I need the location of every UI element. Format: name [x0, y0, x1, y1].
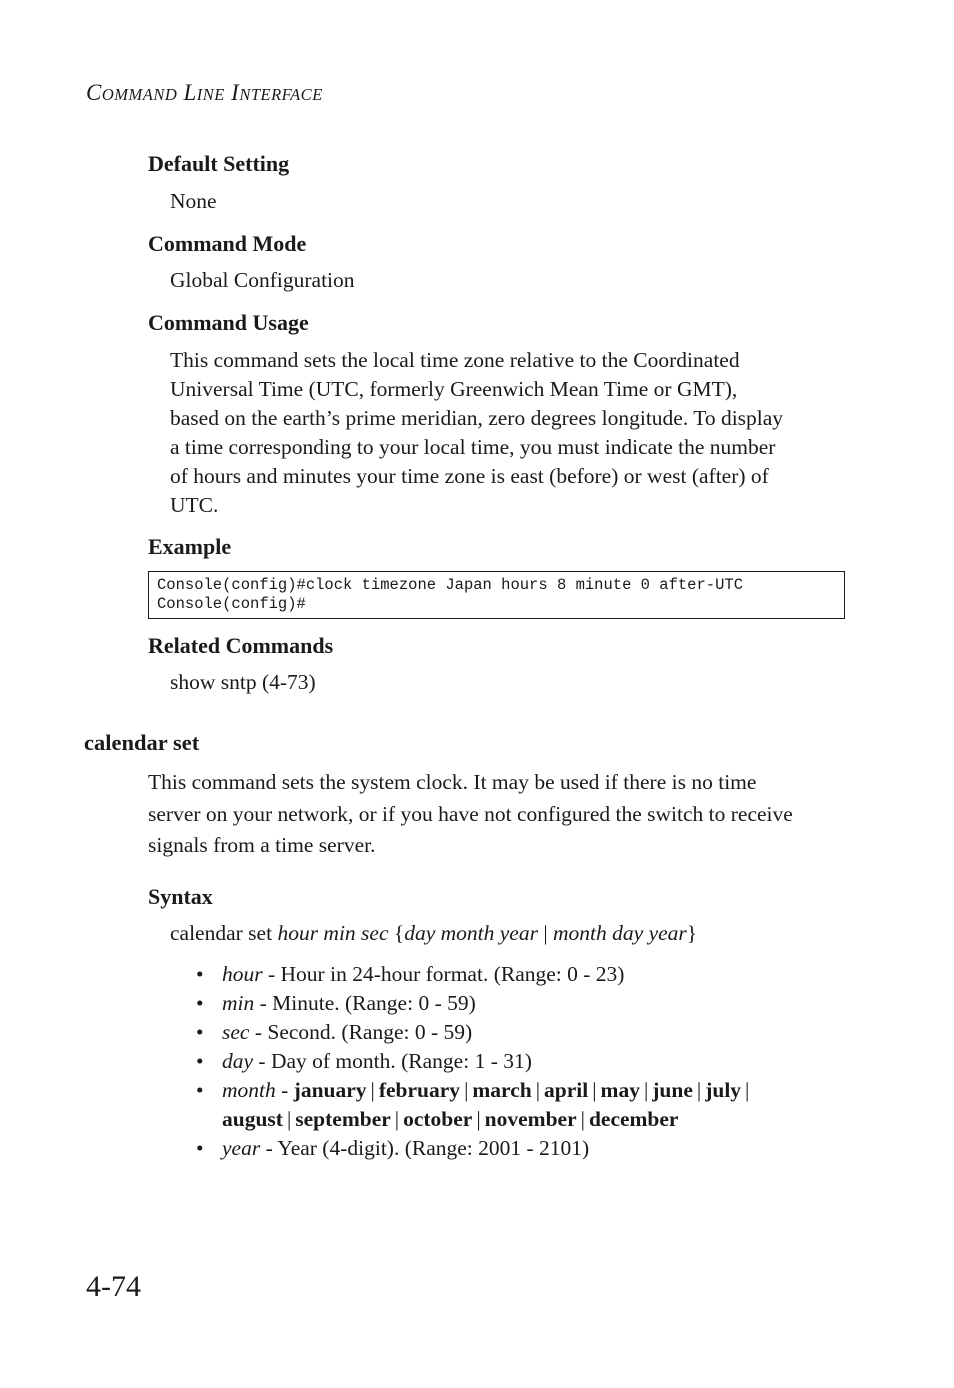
- running-head-nterface: NTERFACE: [239, 85, 323, 104]
- bullet-icon: •: [196, 1078, 204, 1102]
- syntax-alt-2: month day year: [553, 921, 687, 945]
- code-line: Console(config)#: [157, 595, 306, 613]
- month-separator: |: [464, 1078, 469, 1102]
- month-value: september: [295, 1107, 391, 1131]
- default-setting-heading: Default Setting: [148, 151, 290, 176]
- month-value: november: [484, 1107, 577, 1131]
- param-name: year: [222, 1136, 261, 1160]
- list-item: [196, 1018, 856, 1047]
- month-separator: |: [394, 1107, 400, 1131]
- param-desc: - Minute. (Range: 0 - 59): [254, 991, 476, 1015]
- month-separator: |: [592, 1078, 597, 1102]
- syntax-brace: }: [686, 921, 698, 945]
- bullet-icon: •: [196, 962, 204, 986]
- month-value: february: [378, 1078, 461, 1102]
- list-item: [196, 1076, 856, 1134]
- bullet-icon: •: [196, 991, 204, 1015]
- command-usage-line: This command sets the local time zone relative to the Coordinated: [170, 348, 740, 372]
- command-usage-line: UTC.: [170, 493, 219, 517]
- list-item: [196, 1047, 856, 1076]
- list-item: [196, 989, 856, 1018]
- description-line: This command sets the system clock. It may be used if there is no time: [148, 770, 757, 794]
- running-head-c: C: [86, 80, 102, 105]
- syntax-line: [170, 919, 697, 948]
- running-head-l: L: [183, 80, 197, 105]
- param-dash: -: [275, 1078, 294, 1102]
- month-separator: |: [476, 1107, 481, 1131]
- command-usage-line: a time corresponding to your local time, you must indicate the number: [170, 435, 776, 459]
- month-separator: |: [696, 1078, 702, 1102]
- syntax-alt-1: day month year: [404, 921, 538, 945]
- syntax-pipe: |: [543, 921, 548, 945]
- month-separator: |: [745, 1078, 750, 1102]
- month-value: july: [705, 1078, 742, 1102]
- command-usage-line: Universal Time (UTC, formerly Greenwich Mean Time or GMT),: [170, 377, 738, 401]
- calendar-set-description: [148, 767, 848, 862]
- param-name: hour: [222, 962, 263, 986]
- page-number: 4-74: [86, 1270, 141, 1303]
- month-separator: |: [580, 1107, 585, 1131]
- param-desc: - Year (4-digit). (Range: 2001 - 2101): [260, 1136, 590, 1160]
- month-separator: |: [535, 1078, 541, 1102]
- month-value: june: [652, 1078, 693, 1102]
- parameter-list: [196, 960, 856, 1163]
- command-usage-line: of hours and minutes your time zone is east (before) or west (after) of: [170, 464, 769, 488]
- month-value: may: [600, 1078, 640, 1102]
- command-usage-heading: Command Usage: [148, 310, 309, 335]
- syntax-heading: Syntax: [148, 884, 213, 909]
- param-desc: - Day of month. (Range: 1 - 31): [253, 1049, 532, 1073]
- month-value: march: [472, 1078, 532, 1102]
- month-separator: |: [643, 1078, 649, 1102]
- code-line: Console(config)#clock timezone Japan hours 8 minute 0 after-UTC: [157, 576, 743, 594]
- default-setting-value: None: [170, 189, 217, 213]
- param-name: month: [222, 1078, 276, 1102]
- param-desc: - Hour in 24-hour format. (Range: 0 - 23): [262, 962, 625, 986]
- example-heading: Example: [148, 534, 232, 559]
- description-line: server on your network, or if you have not configured the switch to receive: [148, 801, 793, 826]
- month-value: january: [293, 1078, 367, 1102]
- command-usage-text: [170, 346, 850, 520]
- command-mode-value: Global Configuration: [170, 268, 355, 292]
- running-head-ine: INE: [196, 85, 225, 104]
- running-head-ommand: OMMAND: [101, 85, 178, 104]
- calendar-set-title: calendar set: [84, 730, 200, 755]
- month-value: december: [588, 1107, 679, 1131]
- month-separator: |: [370, 1078, 375, 1102]
- running-head: [86, 80, 323, 106]
- param-name: day: [222, 1049, 254, 1073]
- running-head-i: I: [231, 80, 240, 105]
- syntax-brace: {: [393, 921, 405, 945]
- description-line: signals from a time server.: [148, 833, 376, 857]
- related-command-link: show sntp (4-73): [170, 670, 316, 694]
- month-separator: |: [286, 1107, 292, 1131]
- list-item: [196, 1134, 856, 1163]
- syntax-params: hour min sec: [277, 921, 389, 945]
- example-code-box: [148, 571, 845, 619]
- bullet-icon: •: [196, 1136, 204, 1160]
- month-value: april: [544, 1078, 589, 1102]
- bullet-icon: •: [196, 1049, 204, 1073]
- param-name: sec: [222, 1020, 250, 1044]
- related-commands-heading: Related Commands: [148, 633, 334, 658]
- syntax-command: calendar set: [170, 921, 273, 945]
- command-mode-heading: Command Mode: [148, 231, 307, 256]
- month-value: october: [403, 1107, 473, 1131]
- month-value: august: [222, 1107, 283, 1131]
- bullet-icon: •: [196, 1020, 204, 1044]
- list-item: [196, 960, 856, 989]
- param-desc: - Second. (Range: 0 - 59): [249, 1020, 473, 1044]
- command-usage-line: based on the earth’s prime meridian, zero degrees longitude. To display: [170, 406, 784, 430]
- param-name: min: [222, 991, 255, 1015]
